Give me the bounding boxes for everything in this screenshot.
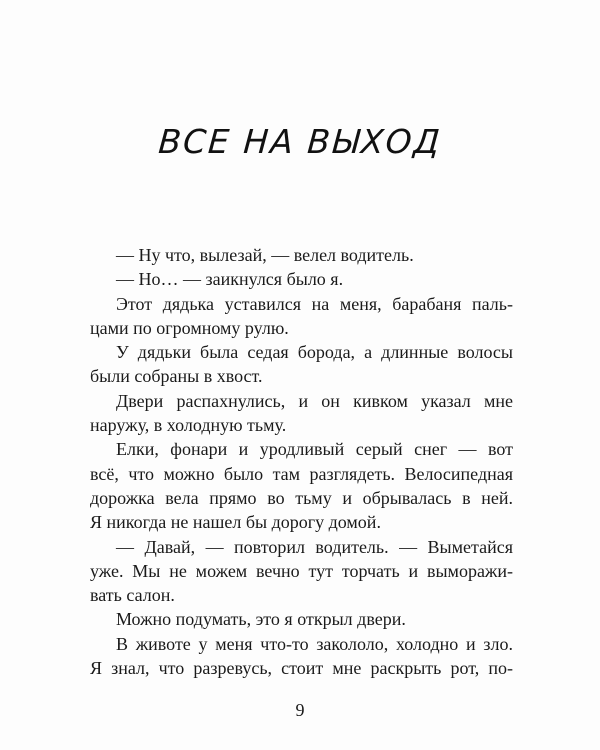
text-line: уже. Мы не можем вечно тут торчать и выморажи- (90, 560, 513, 581)
text-line: цами по огромному рулю. (90, 317, 289, 338)
text-line: — Давай, — повторил водитель. — Выметайся (116, 536, 513, 557)
body-text (90, 243, 513, 680)
text-line: Я никогда не нашел бы дорогу домой. (90, 512, 381, 533)
text-line: У дядьки была седая борода, а длинные волосы (116, 342, 513, 363)
text-line: Можно подумать, это я открыл двери. (116, 609, 406, 630)
text-line: дорожка вела прямо во тьму и обрывалась в ней. (90, 487, 513, 508)
page-number: 9 (295, 700, 305, 720)
text-line: В животе у меня что-то закололо, холодно и зло. (116, 633, 513, 654)
text-line: Этот дядька уставился на меня, барабаня паль- (116, 293, 513, 314)
text-line: — Ну что, вылезай, — велел водитель. (116, 245, 414, 265)
text-line: всё, что можно было там разглядеть. Велосипедная (90, 463, 513, 484)
chapter-title: ВСЕ НА ВЫХОД (157, 122, 443, 161)
text-line: были собраны в хвост. (90, 366, 263, 387)
text-line: наружу, в холодную тьму. (90, 415, 287, 436)
text-line: Елки, фонари и уродливый серый снег — вот (116, 439, 513, 460)
text-line: Двери распахнулись, и он кивком указал мне (116, 390, 513, 411)
text-line: Я знал, что разревусь, стоит мне раскрыть рот, по- (90, 658, 513, 679)
text-line: вать салон. (90, 585, 175, 606)
text-line: — Но… — заикнулся было я. (116, 269, 344, 290)
